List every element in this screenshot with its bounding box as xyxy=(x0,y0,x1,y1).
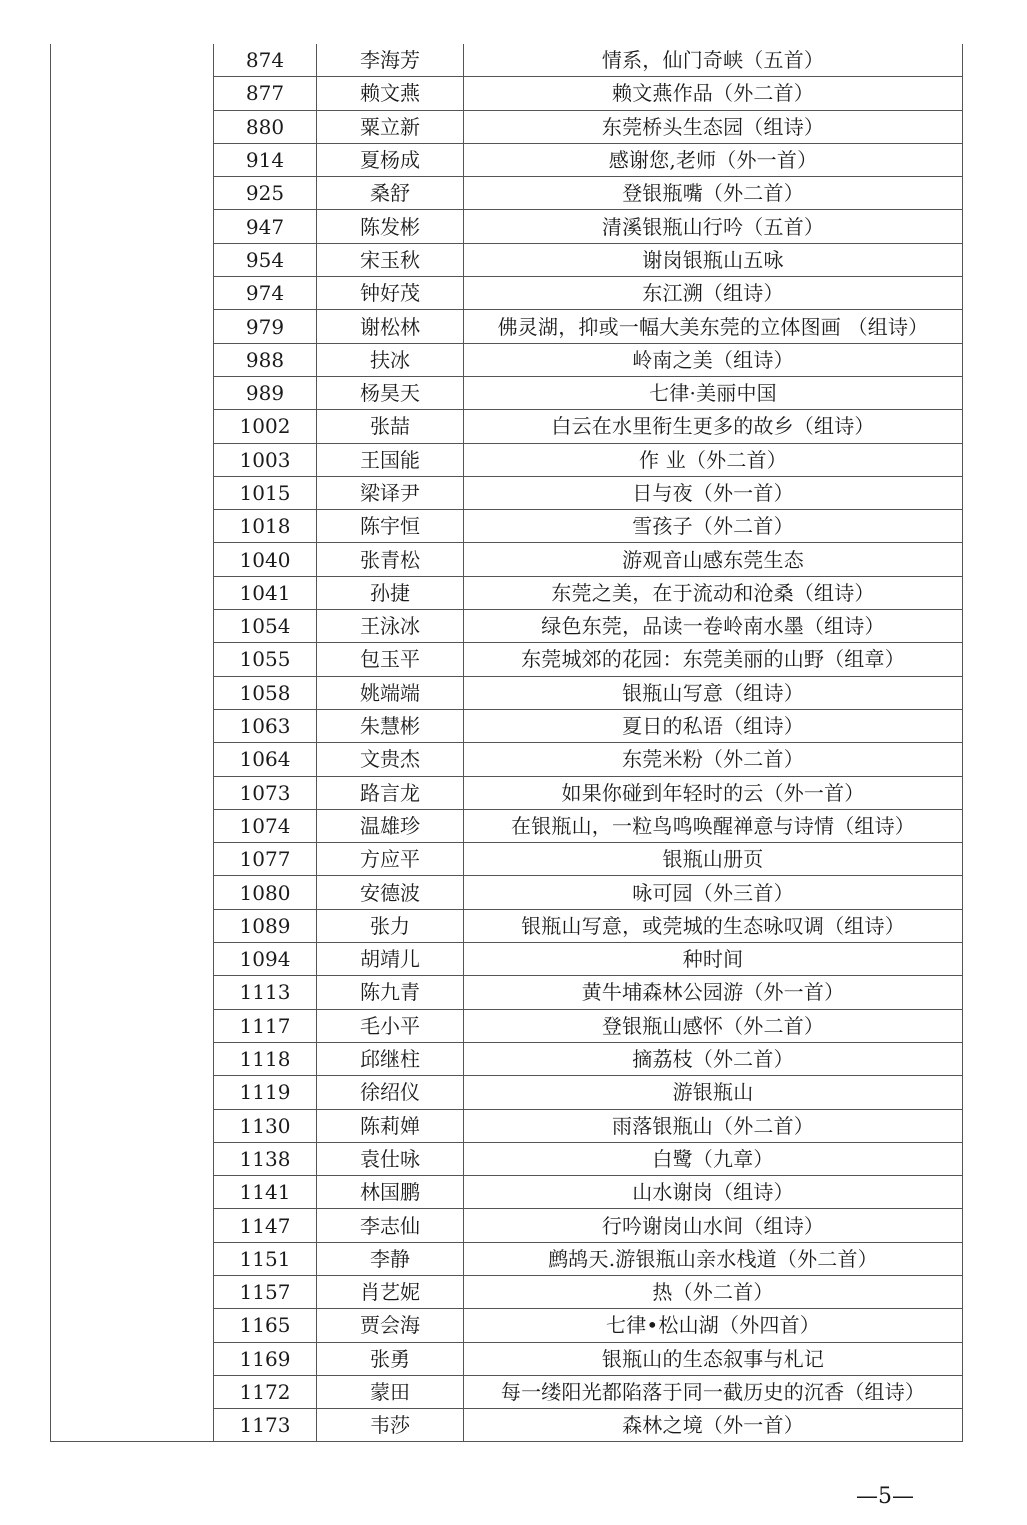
author-cell: 邱继柱 xyxy=(317,1042,464,1075)
table-row xyxy=(51,543,963,576)
category-cell xyxy=(51,1342,214,1375)
title-cell: 银瓶山的生态叙事与札记 xyxy=(464,1342,963,1375)
entry-number-cell: 1080 xyxy=(214,876,317,909)
entry-number-cell: 1064 xyxy=(214,743,317,776)
category-cell xyxy=(51,1309,214,1342)
author-cell: 徐绍仪 xyxy=(317,1076,464,1109)
category-cell xyxy=(51,1042,214,1075)
table-row xyxy=(51,177,963,210)
entry-number-cell: 1055 xyxy=(214,643,317,676)
title-cell: 日与夜（外一首） xyxy=(464,476,963,509)
category-cell xyxy=(51,843,214,876)
category-cell xyxy=(51,1242,214,1275)
table-row xyxy=(51,1042,963,1075)
author-cell: 孙捷 xyxy=(317,576,464,609)
table-row xyxy=(51,1009,963,1042)
entry-number-cell: 1113 xyxy=(214,976,317,1009)
category-cell xyxy=(51,77,214,110)
category-cell xyxy=(51,277,214,310)
entry-number-cell: 914 xyxy=(214,143,317,176)
title-cell: 雨落银瓶山（外二首） xyxy=(464,1109,963,1142)
author-cell: 袁仕咏 xyxy=(317,1142,464,1175)
table-row xyxy=(51,243,963,276)
author-cell: 杨昊天 xyxy=(317,376,464,409)
category-cell xyxy=(51,476,214,509)
entry-number-cell: 1002 xyxy=(214,410,317,443)
title-cell: 行吟谢岗山水间（组诗） xyxy=(464,1209,963,1242)
entry-number-cell: 1077 xyxy=(214,843,317,876)
entry-number-cell: 1073 xyxy=(214,776,317,809)
entry-number-cell: 979 xyxy=(214,310,317,343)
author-cell: 陈宇恒 xyxy=(317,510,464,543)
title-cell: 东莞之美，在于流动和沧桑（组诗） xyxy=(464,576,963,609)
title-cell: 东江溯（组诗） xyxy=(464,277,963,310)
author-cell: 路言龙 xyxy=(317,776,464,809)
category-cell xyxy=(51,1176,214,1209)
entry-number-cell: 1015 xyxy=(214,476,317,509)
title-cell: 雪孩子（外二首） xyxy=(464,510,963,543)
entry-number-cell: 1041 xyxy=(214,576,317,609)
author-cell: 王国能 xyxy=(317,443,464,476)
title-cell: 游银瓶山 xyxy=(464,1076,963,1109)
table-row xyxy=(51,743,963,776)
table-row xyxy=(51,143,963,176)
table-row xyxy=(51,110,963,143)
table-row xyxy=(51,376,963,409)
entry-number-cell: 1138 xyxy=(214,1142,317,1175)
author-cell: 李海芳 xyxy=(317,44,464,77)
table-row xyxy=(51,676,963,709)
title-cell: 岭南之美（组诗） xyxy=(464,343,963,376)
author-cell: 韦莎 xyxy=(317,1409,464,1442)
author-cell: 谢松林 xyxy=(317,310,464,343)
title-cell: 如果你碰到年轻时的云（外一首） xyxy=(464,776,963,809)
entry-number-cell: 1172 xyxy=(214,1375,317,1408)
category-cell xyxy=(51,909,214,942)
table-row xyxy=(51,709,963,742)
title-cell: 绿色东莞，品读一卷岭南水墨（组诗） xyxy=(464,610,963,643)
category-cell xyxy=(51,143,214,176)
table-row xyxy=(51,843,963,876)
entry-number-cell: 880 xyxy=(214,110,317,143)
category-cell xyxy=(51,44,214,77)
entry-number-cell: 1157 xyxy=(214,1275,317,1308)
entry-number-cell: 1141 xyxy=(214,1176,317,1209)
entry-number-cell: 1117 xyxy=(214,1009,317,1042)
author-cell: 赖文燕 xyxy=(317,77,464,110)
entry-number-cell: 989 xyxy=(214,376,317,409)
entry-number-cell: 1054 xyxy=(214,610,317,643)
author-cell: 姚端端 xyxy=(317,676,464,709)
title-cell: 黄牛埔森林公园游（外一首） xyxy=(464,976,963,1009)
author-cell: 陈九青 xyxy=(317,976,464,1009)
title-cell: 感谢您,老师（外一首） xyxy=(464,143,963,176)
title-cell: 作 业（外二首） xyxy=(464,443,963,476)
table-row xyxy=(51,876,963,909)
author-cell: 梁译尹 xyxy=(317,476,464,509)
category-cell xyxy=(51,1142,214,1175)
category-cell xyxy=(51,310,214,343)
table-row xyxy=(51,44,963,77)
title-cell: 森林之境（外一首） xyxy=(464,1409,963,1442)
table-row xyxy=(51,643,963,676)
title-cell: 白鹭（九章） xyxy=(464,1142,963,1175)
category-cell xyxy=(51,676,214,709)
title-cell: 清溪银瓶山行吟（五首） xyxy=(464,210,963,243)
author-cell: 王泳冰 xyxy=(317,610,464,643)
entry-number-cell: 1058 xyxy=(214,676,317,709)
author-cell: 毛小平 xyxy=(317,1009,464,1042)
category-cell xyxy=(51,1009,214,1042)
title-cell: 东莞米粉（外二首） xyxy=(464,743,963,776)
entry-number-cell: 1147 xyxy=(214,1209,317,1242)
author-cell: 安德波 xyxy=(317,876,464,909)
table-row xyxy=(51,909,963,942)
category-cell xyxy=(51,776,214,809)
category-cell xyxy=(51,410,214,443)
table-row xyxy=(51,410,963,443)
table-row xyxy=(51,976,963,1009)
category-cell xyxy=(51,376,214,409)
entry-number-cell: 954 xyxy=(214,243,317,276)
author-cell: 张力 xyxy=(317,909,464,942)
title-cell: 鹧鸪天.游银瓶山亲水栈道（外二首） xyxy=(464,1242,963,1275)
title-cell: 情系，仙门奇峡（五首） xyxy=(464,44,963,77)
entry-number-cell: 988 xyxy=(214,343,317,376)
author-cell: 宋玉秋 xyxy=(317,243,464,276)
table-row xyxy=(51,776,963,809)
table-row xyxy=(51,310,963,343)
table-row xyxy=(51,77,963,110)
author-cell: 方应平 xyxy=(317,843,464,876)
entry-number-cell: 874 xyxy=(214,44,317,77)
entry-number-cell: 1118 xyxy=(214,1042,317,1075)
category-cell xyxy=(51,976,214,1009)
author-cell: 文贵杰 xyxy=(317,743,464,776)
table-row xyxy=(51,1242,963,1275)
author-cell: 贾会海 xyxy=(317,1309,464,1342)
author-cell: 李静 xyxy=(317,1242,464,1275)
entry-number-cell: 974 xyxy=(214,277,317,310)
category-cell xyxy=(51,1076,214,1109)
title-cell: 登银瓶山感怀（外二首） xyxy=(464,1009,963,1042)
table-row xyxy=(51,1409,963,1442)
entry-number-cell: 1094 xyxy=(214,943,317,976)
author-cell: 钟好茂 xyxy=(317,277,464,310)
table-row xyxy=(51,343,963,376)
entry-number-cell: 1089 xyxy=(214,909,317,942)
category-cell xyxy=(51,177,214,210)
table-row xyxy=(51,277,963,310)
category-cell xyxy=(51,243,214,276)
author-cell: 张青松 xyxy=(317,543,464,576)
title-cell: 银瓶山写意，或莞城的生态咏叹调（组诗） xyxy=(464,909,963,942)
title-cell: 七律·美丽中国 xyxy=(464,376,963,409)
entry-number-cell: 877 xyxy=(214,77,317,110)
table-row xyxy=(51,610,963,643)
table-row xyxy=(51,1209,963,1242)
entry-number-cell: 1063 xyxy=(214,709,317,742)
entry-number-cell: 1040 xyxy=(214,543,317,576)
table-row xyxy=(51,1142,963,1175)
table-row xyxy=(51,1076,963,1109)
table-row xyxy=(51,476,963,509)
category-cell xyxy=(51,576,214,609)
author-cell: 林国鹏 xyxy=(317,1176,464,1209)
table-row xyxy=(51,1342,963,1375)
table-row xyxy=(51,510,963,543)
author-cell: 朱慧彬 xyxy=(317,709,464,742)
entry-number-cell: 1173 xyxy=(214,1409,317,1442)
title-cell: 热（外二首） xyxy=(464,1275,963,1308)
entries-table xyxy=(50,44,963,1442)
category-cell xyxy=(51,443,214,476)
title-cell: 东莞城郊的花园：东莞美丽的山野（组章） xyxy=(464,643,963,676)
entry-number-cell: 925 xyxy=(214,177,317,210)
entry-number-cell: 1003 xyxy=(214,443,317,476)
entry-number-cell: 1169 xyxy=(214,1342,317,1375)
category-cell xyxy=(51,210,214,243)
category-cell xyxy=(51,610,214,643)
table-row xyxy=(51,943,963,976)
category-cell xyxy=(51,943,214,976)
author-cell: 蒙田 xyxy=(317,1375,464,1408)
title-cell: 佛灵湖，抑或一幅大美东莞的立体图画 （组诗） xyxy=(464,310,963,343)
author-cell: 包玉平 xyxy=(317,643,464,676)
title-cell: 谢岗银瓶山五咏 xyxy=(464,243,963,276)
title-cell: 七律•松山湖（外四首） xyxy=(464,1309,963,1342)
table-row xyxy=(51,576,963,609)
page-number: —5— xyxy=(856,1484,914,1509)
category-cell xyxy=(51,1209,214,1242)
author-cell: 陈发彬 xyxy=(317,210,464,243)
author-cell: 扶冰 xyxy=(317,343,464,376)
category-cell xyxy=(51,1109,214,1142)
title-cell: 白云在水里衔生更多的故乡（组诗） xyxy=(464,410,963,443)
category-cell xyxy=(51,1275,214,1308)
author-cell: 李志仙 xyxy=(317,1209,464,1242)
table-row xyxy=(51,210,963,243)
category-cell xyxy=(51,1375,214,1408)
author-cell: 陈莉婵 xyxy=(317,1109,464,1142)
category-cell xyxy=(51,1409,214,1442)
author-cell: 胡靖儿 xyxy=(317,943,464,976)
category-cell xyxy=(51,110,214,143)
category-cell xyxy=(51,709,214,742)
author-cell: 张勇 xyxy=(317,1342,464,1375)
title-cell: 摘荔枝（外二首） xyxy=(464,1042,963,1075)
title-cell: 银瓶山写意（组诗） xyxy=(464,676,963,709)
table-row xyxy=(51,1375,963,1408)
category-cell xyxy=(51,643,214,676)
author-cell: 粟立新 xyxy=(317,110,464,143)
category-cell xyxy=(51,543,214,576)
title-cell: 山水谢岗（组诗） xyxy=(464,1176,963,1209)
title-cell: 种时间 xyxy=(464,943,963,976)
title-cell: 银瓶山册页 xyxy=(464,843,963,876)
category-cell xyxy=(51,876,214,909)
title-cell: 夏日的私语（组诗） xyxy=(464,709,963,742)
author-cell: 温雄珍 xyxy=(317,809,464,842)
entry-number-cell: 1151 xyxy=(214,1242,317,1275)
author-cell: 张喆 xyxy=(317,410,464,443)
title-cell: 在银瓶山，一粒鸟鸣唤醒禅意与诗情（组诗） xyxy=(464,809,963,842)
category-cell xyxy=(51,343,214,376)
table-row xyxy=(51,1176,963,1209)
entries-table-body xyxy=(51,44,963,1442)
entry-number-cell: 1018 xyxy=(214,510,317,543)
title-cell: 赖文燕作品（外二首） xyxy=(464,77,963,110)
author-cell: 肖艺妮 xyxy=(317,1275,464,1308)
entry-number-cell: 1119 xyxy=(214,1076,317,1109)
table-row xyxy=(51,1109,963,1142)
table-row xyxy=(51,1275,963,1308)
table-row xyxy=(51,809,963,842)
author-cell: 桑舒 xyxy=(317,177,464,210)
table-row xyxy=(51,443,963,476)
category-cell xyxy=(51,809,214,842)
entry-number-cell: 947 xyxy=(214,210,317,243)
title-cell: 登银瓶嘴（外二首） xyxy=(464,177,963,210)
entry-number-cell: 1165 xyxy=(214,1309,317,1342)
title-cell: 咏可园（外三首） xyxy=(464,876,963,909)
category-cell xyxy=(51,743,214,776)
title-cell: 游观音山感东莞生态 xyxy=(464,543,963,576)
title-cell: 东莞桥头生态园（组诗） xyxy=(464,110,963,143)
category-cell xyxy=(51,510,214,543)
entry-number-cell: 1130 xyxy=(214,1109,317,1142)
author-cell: 夏杨成 xyxy=(317,143,464,176)
entry-number-cell: 1074 xyxy=(214,809,317,842)
table-row xyxy=(51,1309,963,1342)
title-cell: 每一缕阳光都陷落于同一截历史的沉香（组诗） xyxy=(464,1375,963,1408)
